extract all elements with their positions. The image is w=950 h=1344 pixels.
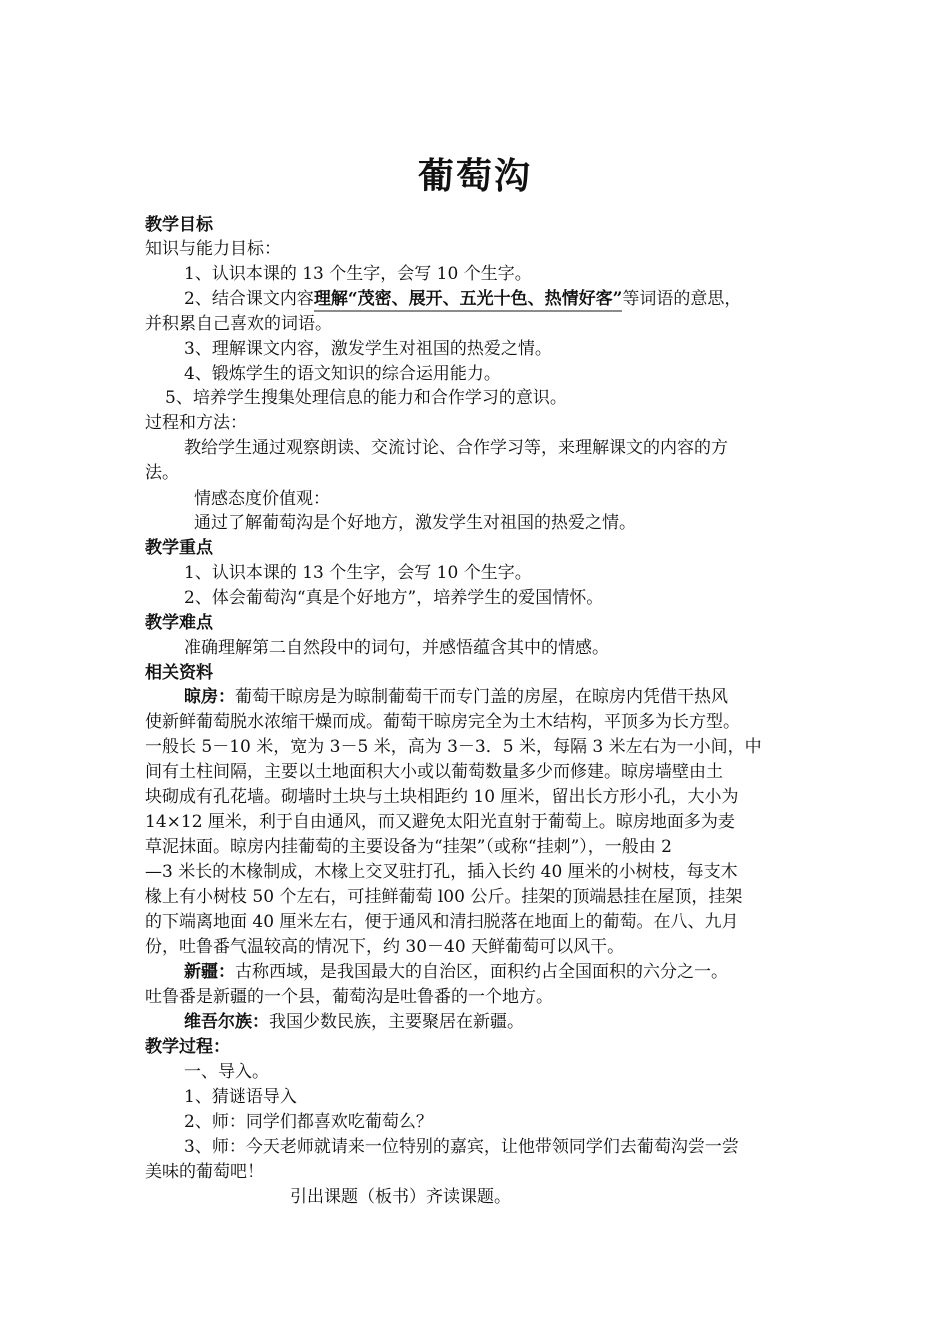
text-line: 美味的葡萄吧！ — [145, 1162, 264, 1182]
text-line: 引出课题（板书）齐读课题。 — [290, 1187, 511, 1207]
text-line: 份，吐鲁番气温较高的情况下，约 30－40 天鲜葡萄可以风干。 — [145, 937, 625, 957]
text-line: 通过了解葡萄沟是个好地方，激发学生对祖国的热爱之情。 — [194, 513, 636, 533]
document-title: 葡萄沟 — [417, 155, 532, 197]
heading-difficulties: 教学难点 — [145, 613, 213, 633]
text-line: 椽上有小树枝 50 个左右，可挂鲜葡萄 l00 公斤。挂架的顶端悬挂在屋顶，挂架 — [145, 887, 743, 907]
text-span: 等词语的意思， — [622, 289, 742, 309]
heading-teaching-goals: 教学目标 — [145, 215, 213, 235]
text-line — [184, 685, 728, 709]
text-line — [184, 287, 741, 311]
text-line: 1、猜谜语导入 — [184, 1087, 297, 1107]
text-line: 教给学生通过观察朗读、交流讨论、合作学习等，来理解课文的内容的方 — [184, 438, 728, 458]
text-line: 间有土柱间隔，主要以土地面积大小或以葡萄数量多少而修建。晾房墙壁由土 — [145, 762, 723, 782]
heading-related-materials: 相关资料 — [145, 663, 213, 683]
text-line: 准确理解第二自然段中的词句，并感悟蕴含其中的情感。 — [184, 638, 609, 658]
text-line: 1、认识本课的 13 个生字，会写 10 个生字。 — [184, 563, 532, 583]
text-line: 1、认识本课的 13 个生字，会写 10 个生字。 — [184, 264, 532, 284]
heading-key-points: 教学重点 — [145, 538, 213, 558]
text-line: 4、锻炼学生的语文知识的综合运用能力。 — [184, 364, 501, 384]
heading-teaching-process: 教学过程： — [145, 1037, 230, 1057]
text-line: 使新鲜葡萄脱水浓缩干燥而成。葡萄干晾房完全为土木结构，平顶多为长方型。 — [145, 712, 740, 732]
text-line: 块砌成有孔花墙。砌墙时土块与土块相距约 10 厘米，留出长方形小孔，大小为 — [145, 787, 739, 807]
text-span: 我国少数民族，主要聚居在新疆。 — [269, 1012, 524, 1032]
text-line: 的下端离地面 40 厘米左右，便于通风和清扫脱落在地面上的葡萄。在八、九月 — [145, 912, 739, 932]
text-line: 法。 — [145, 463, 179, 483]
text-line — [184, 1010, 524, 1034]
text-line — [184, 960, 728, 984]
text-span: 葡萄干晾房是为晾制葡萄干而专门盖的房屋，在晾房内凭借干热风 — [235, 687, 728, 707]
text-line: 一般长 5－10 米，宽为 3－5 米，高为 3－3．5 米，每隔 3 米左右为一小间，中 — [145, 737, 762, 757]
text-line: 并积累自己喜欢的词语。 — [145, 314, 332, 334]
text-line: 过程和方法： — [145, 413, 247, 433]
text-line: 一、导入。 — [184, 1062, 269, 1082]
underlined-emphasis: 理解“茂密、展开、五光十色、热情好客” — [314, 289, 623, 312]
text-line: 2、师：同学们都喜欢吃葡萄么？ — [184, 1112, 433, 1132]
text-line: 吐鲁番是新疆的一个县，葡萄沟是吐鲁番的一个地方。 — [145, 987, 553, 1007]
text-line: —3 米长的木椽制成，木椽上交叉驻打孔，插入长约 40 厘米的小树枝，每支木 — [145, 862, 738, 882]
text-line: 情感态度价值观： — [194, 489, 330, 509]
text-line: 2、体会葡萄沟“真是个好地方”，培养学生的爱国情怀。 — [184, 588, 604, 608]
text-span: 2、结合课文内容 — [184, 289, 314, 309]
text-line: 3、师：今天老师就请来一位特别的嘉宾，让他带领同学们去葡萄沟尝一尝 — [184, 1137, 739, 1157]
term-label: 新疆： — [184, 962, 235, 982]
text-line: 知识与能力目标： — [145, 239, 281, 259]
text-line: 草泥抹面。晾房内挂葡萄的主要设备为“挂架”（或称“挂刺”），一般由 2 — [145, 837, 672, 857]
text-line: 14×12 厘米，利于自由通风，而又避免太阳光直射于葡萄上。晾房地面多为麦 — [145, 812, 735, 832]
text-line: 3、理解课文内容，激发学生对祖国的热爱之情。 — [184, 339, 552, 359]
text-span: 古称西域，是我国最大的自治区，面积约占全国面积的六分之一。 — [235, 962, 728, 982]
text-line: 5、培养学生搜集处理信息的能力和合作学习的意识。 — [165, 388, 567, 408]
term-label: 晾房： — [184, 687, 235, 707]
term-label: 维吾尔族： — [184, 1012, 269, 1032]
